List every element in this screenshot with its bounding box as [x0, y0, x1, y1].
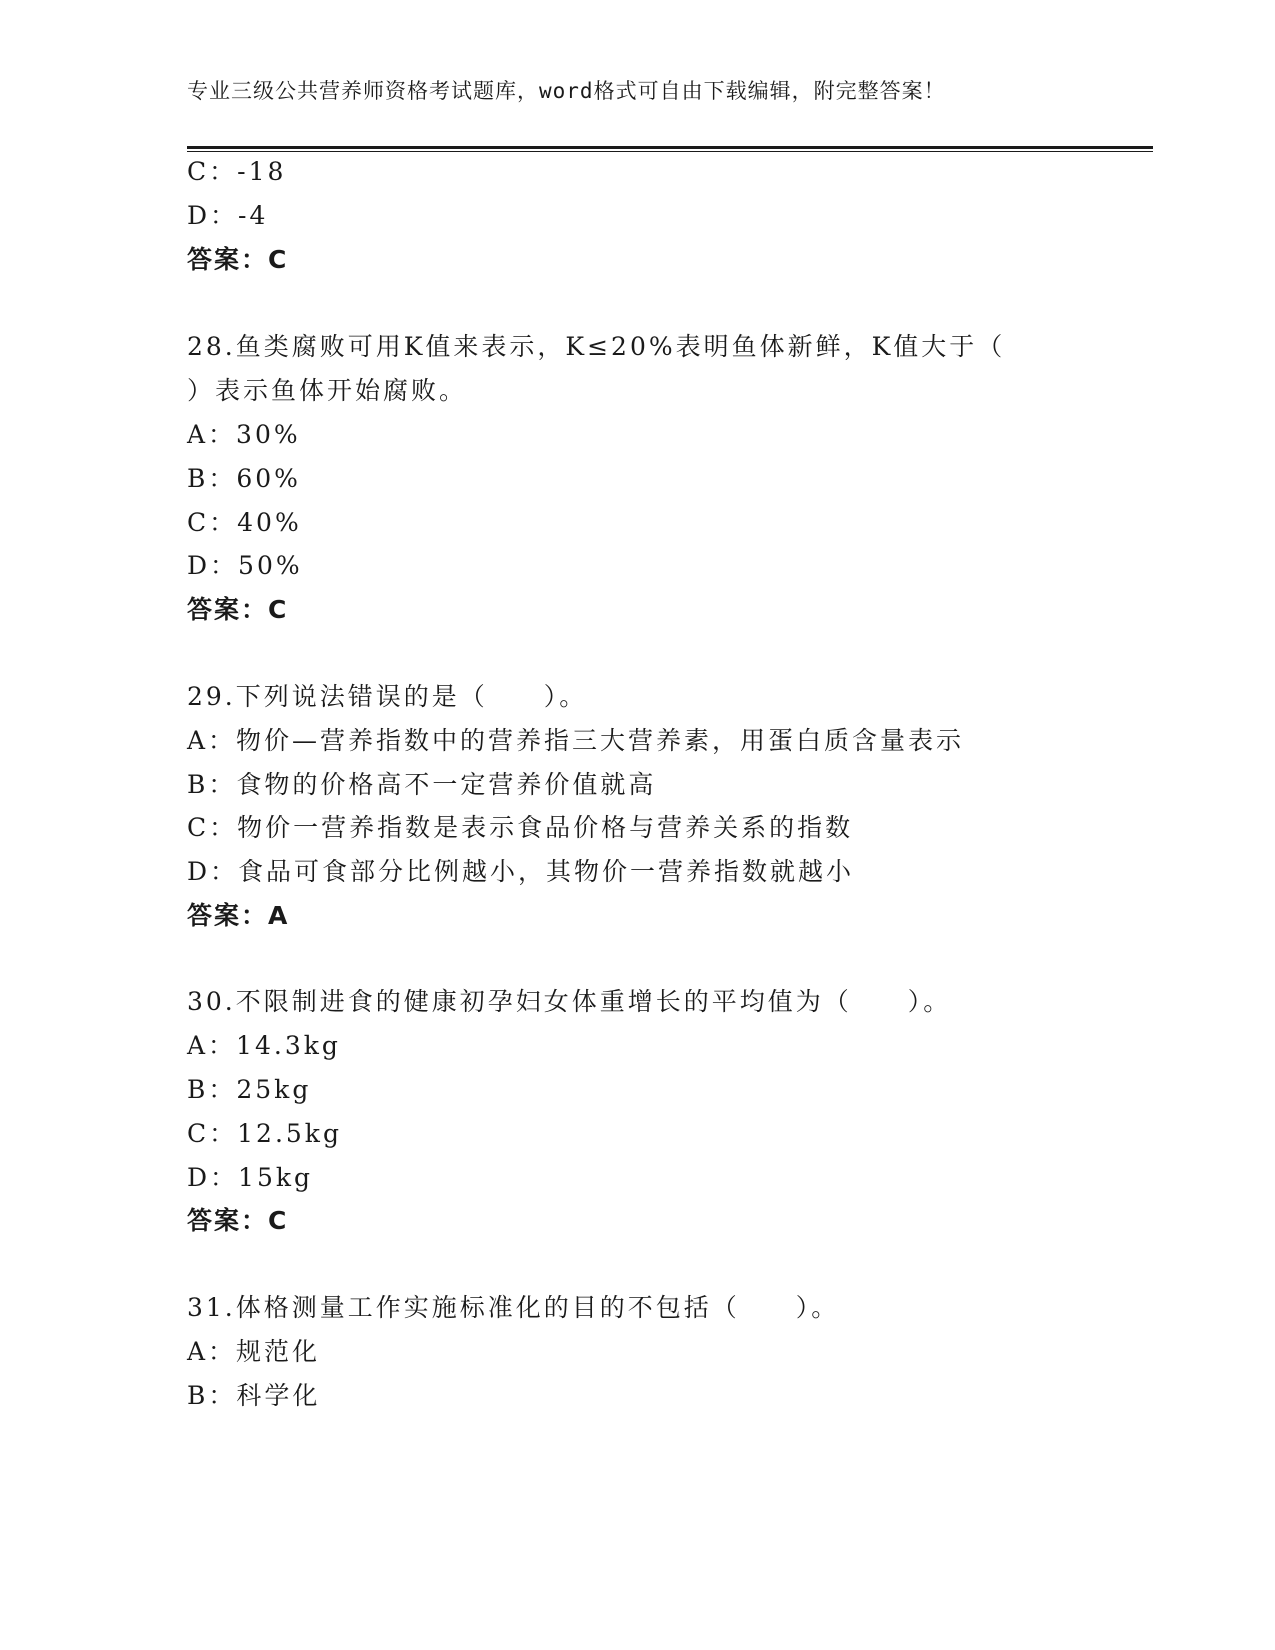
q29-stem: 29.下列说法错误的是（ ）。	[187, 682, 588, 711]
header-rule-thick	[187, 146, 1153, 149]
q28-option-c: C：40%	[187, 508, 302, 537]
q28-answer: 答案：C	[187, 595, 289, 624]
q30-option-b: B：25kg	[187, 1075, 312, 1104]
q27-option-c: C：-18	[187, 157, 287, 186]
q27-option-d: D：-4	[187, 201, 269, 230]
header-rule-thin	[187, 151, 1153, 152]
q30-answer: 答案：C	[187, 1206, 289, 1235]
q29-option-d: D：食品可食部分比例越小，其物价一营养指数就越小	[187, 857, 855, 886]
q31-option-a: A：规范化	[187, 1337, 321, 1366]
q30-option-d: D：15kg	[187, 1163, 314, 1192]
q31-stem: 31.体格测量工作实施标准化的目的不包括（ ）。	[187, 1293, 840, 1322]
q28-option-d: D：50%	[187, 551, 303, 580]
q29-option-a: A：物价—营养指数中的营养指三大营养素，用蛋白质含量表示	[187, 726, 965, 755]
q28-option-a: A：30%	[187, 420, 301, 449]
q29-option-b: B：食物的价格高不一定营养价值就高	[187, 770, 657, 799]
q27-answer: 答案：C	[187, 245, 289, 274]
q28-option-b: B：60%	[187, 464, 301, 493]
page-header: 专业三级公共营养师资格考试题库，word格式可自由下载编辑，附完整答案！	[187, 79, 946, 103]
q30-option-a: A：14.3kg	[187, 1031, 341, 1060]
q31-option-b: B：科学化	[187, 1381, 321, 1410]
q29-answer: 答案：A	[187, 901, 290, 930]
q29-option-c: C：物价一营养指数是表示食品价格与营养关系的指数	[187, 813, 854, 842]
q30-option-c: C：12.5kg	[187, 1119, 342, 1148]
q28-stem-line1: 28.鱼类腐败可用K值来表示，K≤20%表明鱼体新鲜，K值大于（	[187, 332, 1006, 361]
q30-stem: 30.不限制进食的健康初孕妇女体重增长的平均值为（ ）。	[187, 987, 952, 1016]
q28-stem-line2: ）表示鱼体开始腐败。	[187, 376, 468, 405]
